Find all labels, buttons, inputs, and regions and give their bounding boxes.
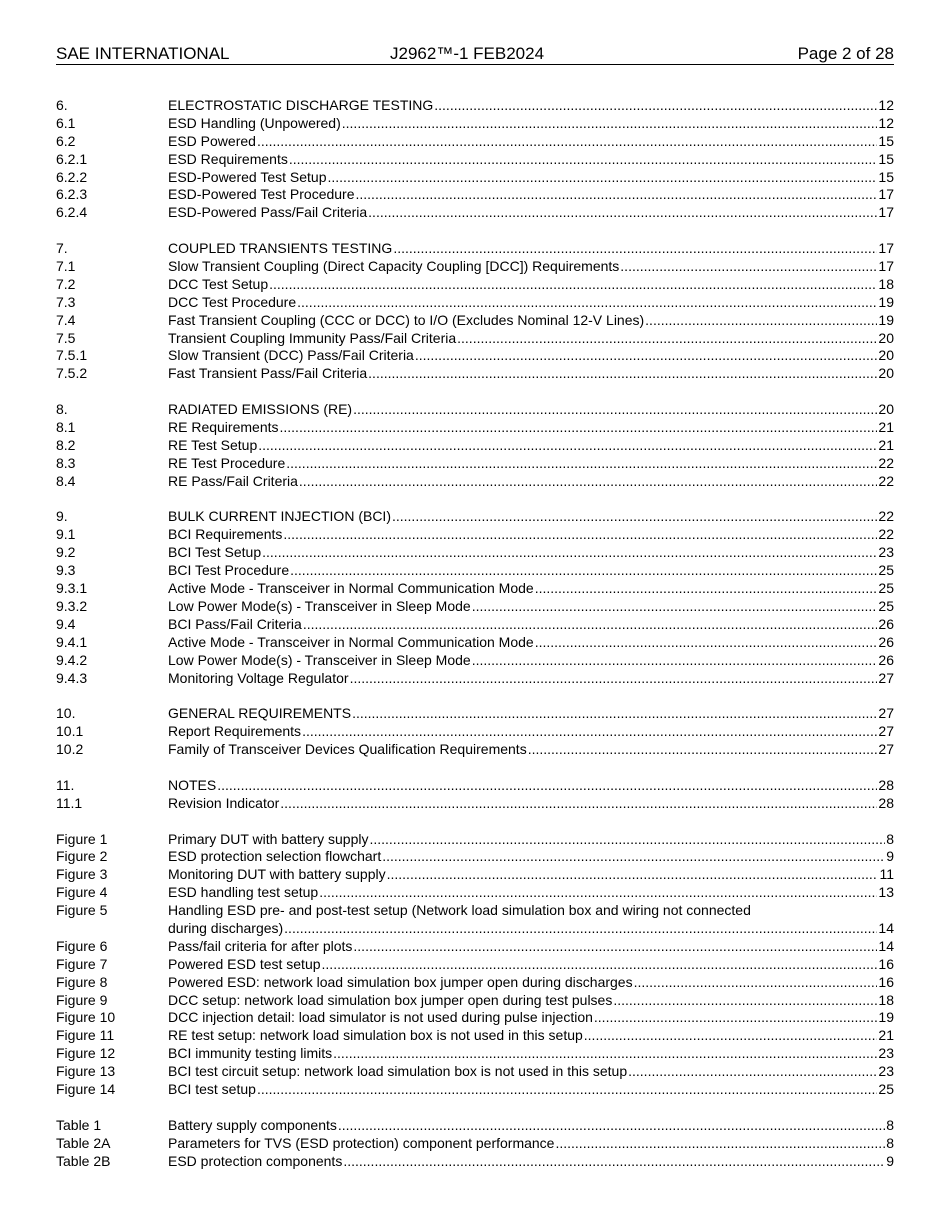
toc-entry[interactable] [56,634,894,652]
toc-dot-leader [322,956,878,974]
toc-entry-title: Active Mode - Transceiver in Normal Communication Mode [168,580,534,597]
toc-entry-title: Slow Transient Coupling (Direct Capacity Coupling [DCC]) Requirements [168,258,620,275]
toc-entry-page: 17 [878,258,894,275]
toc-entry-number: 9.4.1 [56,633,88,650]
toc-dot-leader [280,795,877,813]
toc-dot-leader [472,652,878,670]
toc-dot-leader [356,186,878,204]
toc-dot-leader [319,884,877,902]
toc-entry-title: Powered ESD: network load simulation box jumper open during discharges [168,973,633,990]
toc-entry[interactable] [56,848,894,866]
toc-entry-page: 15 [878,168,894,185]
toc-entry[interactable] [56,705,894,723]
toc-entry-title: BULK CURRENT INJECTION (BCI) [168,508,391,525]
toc-dot-leader [257,1081,877,1099]
toc-entry-title: DCC Test Procedure [168,293,297,310]
toc-entry-number: 7.1 [56,258,76,275]
toc-entry-number: 9.3.2 [56,597,88,614]
toc-dot-leader [338,1117,885,1135]
toc-entry[interactable] [56,1081,894,1099]
page-header [56,44,894,65]
toc-entry-number: 7. [56,240,68,257]
toc-entry-page: 12 [878,114,894,131]
toc-entry-page: 21 [878,419,894,436]
toc-dot-leader [628,1063,877,1081]
toc-dot-leader [392,508,877,526]
toc-group-spacer [56,222,894,240]
toc-entry-title: RADIATED EMISSIONS (RE) [168,401,353,418]
toc-dot-leader [350,670,878,688]
toc-entry-title: BCI Pass/Fail Criteria [168,615,302,632]
toc-entry[interactable] [56,347,894,365]
toc-entry-page: 19 [878,293,894,310]
toc-entry[interactable] [56,204,894,222]
toc-entry-title: Revision Indicator [168,794,280,811]
toc-entry[interactable] [56,544,894,562]
toc-entry[interactable] [56,795,894,813]
toc-entry-title: Low Power Mode(s) - Transceiver in Sleep Mode [168,597,471,614]
toc-entry-number: 7.4 [56,311,76,328]
toc-entry-title: DCC setup: network load simulation box jumper open during test pulses [168,991,613,1008]
toc-entry[interactable] [56,992,894,1010]
toc-entry-number: 10.1 [56,723,84,740]
toc-dot-leader [369,831,885,849]
toc-entry-title: ESD Powered [168,132,256,149]
toc-dot-leader [353,401,877,419]
toc-entry-page: 22 [878,526,894,543]
toc-entry-page: 20 [878,329,894,346]
toc-entry[interactable] [56,1117,894,1135]
toc-entry-title: Powered ESD test setup [168,955,321,972]
toc-entry-number: 6.2.1 [56,150,88,167]
toc-entry-number: 9.2 [56,544,76,561]
toc-entry-page: 22 [878,508,894,525]
toc-entry[interactable] [56,365,894,383]
toc-entry-page: 16 [878,973,894,990]
toc-entry-title: RE Test Procedure [168,454,286,471]
toc-entry[interactable] [56,455,894,473]
toc-group-spacer [56,687,894,705]
toc-entry-page: 27 [878,705,894,722]
toc-entry-page: 15 [878,132,894,149]
toc-entry[interactable] [56,186,894,204]
toc-entry-title: GENERAL REQUIREMENTS [168,705,352,722]
toc-entry-title: Monitoring DUT with battery supply [168,866,386,883]
toc-dot-leader [594,1009,878,1027]
toc-entry-page: 18 [878,991,894,1008]
toc-dot-leader [368,204,877,222]
toc-dot-leader [393,240,877,258]
toc-entry-number: Figure 6 [56,937,108,954]
toc-entry-title: RE Requirements [168,419,279,436]
toc-entry[interactable] [56,1135,894,1153]
toc-entry-number: Figure 8 [56,973,108,990]
toc-entry-title: Parameters for TVS (ESD protection) component performance [168,1134,555,1151]
toc-entry[interactable] [56,1045,894,1063]
toc-entry[interactable] [56,956,894,974]
toc-dot-leader [434,97,877,115]
toc-entry[interactable] [56,598,894,616]
toc-entry-number: Figure 14 [56,1080,116,1097]
toc-entry-page: 21 [878,436,894,453]
toc-entry-page: 17 [878,186,894,203]
toc-entry-page: 23 [878,544,894,561]
toc-entry-number: 6.2.4 [56,204,88,221]
toc-entry[interactable] [56,133,894,151]
toc-entry-number: 11.1 [56,794,83,811]
toc-entry-page: 14 [878,919,894,936]
toc-entry-page: 8 [886,1116,894,1133]
toc-entry-number: 10.2 [56,741,84,758]
toc-dot-leader [297,294,877,312]
toc-entry-number: 7.5 [56,329,76,346]
toc-dot-leader [457,330,877,348]
toc-entry-page: 27 [878,669,894,686]
toc-entry-title: Slow Transient (DCC) Pass/Fail Criteria [168,347,414,364]
toc-dot-leader [302,723,877,741]
toc-entry-title: ESD Requirements [168,150,288,167]
toc-dot-leader [382,848,885,866]
toc-entry[interactable] [56,419,894,437]
toc-entry[interactable] [56,1063,894,1081]
toc-entry-title: BCI test circuit setup: network load simulation box is not used in this setup [168,1063,628,1080]
toc-entry-title: NOTES [168,776,217,793]
toc-entry-title: Transient Coupling Immunity Pass/Fail Criteria [168,329,457,346]
toc-group-spacer [56,1099,894,1117]
toc-entry[interactable] [56,884,894,902]
toc-entry-number: 11. [56,776,75,793]
toc-entry-number: 6.1 [56,114,76,131]
toc-entry-title: ESD-Powered Test Procedure [168,186,355,203]
toc-entry[interactable] [56,1153,894,1171]
toc-entry-page: 20 [878,365,894,382]
toc-entry[interactable] [56,562,894,580]
toc-entry-title: BCI immunity testing limits [168,1045,333,1062]
toc-dot-leader [584,1027,878,1045]
toc-dot-leader [342,115,878,133]
toc-entry-number: 6. [56,97,68,113]
toc-entry[interactable] [56,866,894,884]
toc-entry-title: RE Pass/Fail Criteria [168,472,298,489]
toc-entry[interactable] [56,240,894,258]
toc-dot-leader [299,473,878,491]
toc-entry-page: 23 [878,1045,894,1062]
toc-entry-title: ESD-Powered Test Setup [168,168,327,185]
toc-entry-page: 25 [878,597,894,614]
toc-entry-page: 23 [878,1063,894,1080]
toc-entry-title: BCI test setup [168,1080,256,1097]
toc-entry-page: 22 [878,454,894,471]
toc-entry[interactable] [56,97,894,115]
toc-entry-page: 20 [878,401,894,418]
toc-entry-page: 25 [878,580,894,597]
toc-entry[interactable] [56,652,894,670]
toc-entry-number: Table 2A [56,1134,111,1151]
toc-dot-leader [286,455,877,473]
toc-entry[interactable] [56,902,894,920]
toc-entry-continuation[interactable] [56,920,894,938]
toc-entry-title: ESD-Powered Pass/Fail Criteria [168,204,368,221]
toc-entry-title: Monitoring Voltage Regulator [168,669,349,686]
toc-entry[interactable] [56,741,894,759]
toc-dot-leader [303,616,878,634]
toc-entry-number: Figure 9 [56,991,108,1008]
toc-entry-page: 25 [878,1080,894,1097]
toc-dot-leader [472,598,878,616]
toc-entry-number: Table 2B [56,1152,111,1169]
toc-entry[interactable] [56,294,894,312]
toc-dot-leader [645,312,877,330]
toc-dot-leader [353,938,877,956]
toc-entry-title: COUPLED TRANSIENTS TESTING [168,240,393,257]
toc-entry-page: 21 [878,1027,894,1044]
toc-dot-leader [328,169,878,187]
toc-entry-number: 9.4.3 [56,669,88,686]
toc-entry-page: 18 [878,275,894,292]
toc-dot-leader [634,974,878,992]
toc-entry-number: Figure 11 [56,1027,115,1044]
toc-entry-number: 8. [56,401,68,418]
toc-entry[interactable] [56,831,894,849]
toc-entry-page: 11 [879,866,894,883]
toc-entry-number: 10. [56,705,76,722]
toc-entry-page: 19 [878,1009,894,1026]
toc-entry[interactable] [56,723,894,741]
toc-entry-number: 9.3.1 [56,580,88,597]
toc-entry[interactable] [56,401,894,419]
toc-entry-title-continued: during discharges) [168,919,284,936]
toc-dot-leader [284,920,877,938]
toc-entry[interactable] [56,526,894,544]
toc-dot-leader [290,562,877,580]
toc-entry-page: 17 [878,240,894,257]
toc-entry-number: 8.1 [56,419,76,436]
toc-entry-title: BCI Test Setup [168,544,262,561]
toc-entry-number: 6.2 [56,132,76,149]
toc-entry-title: DCC injection detail: load simulator is not used during pulse injection [168,1009,593,1026]
toc-entry-page: 27 [878,723,894,740]
toc-entry[interactable] [56,169,894,187]
toc-group-spacer [56,759,894,777]
toc-entry-page: 15 [878,150,894,167]
toc-entry-number: 7.3 [56,293,76,310]
toc-entry[interactable] [56,777,894,795]
toc-entry-page: 9 [886,1152,894,1169]
toc-group-spacer [56,813,894,831]
toc-entry-page: 16 [878,955,894,972]
toc-dot-leader [535,580,878,598]
toc-entry-number: 8.4 [56,472,76,489]
toc-entry-title: Pass/fail criteria for after plots [168,937,353,954]
toc-dot-leader [333,1045,877,1063]
toc-entry-number: Table 1 [56,1116,102,1133]
toc-entry-number: 9.1 [56,526,76,543]
toc-entry-page: 12 [878,97,894,113]
page-number: Page 2 of 28 [797,44,894,63]
toc-dot-leader [368,365,877,383]
toc-entry-number: Figure 7 [56,955,108,972]
toc-entry-page: 8 [886,830,894,847]
toc-entry[interactable] [56,670,894,688]
toc-group-spacer [56,383,894,401]
toc-entry-title: Fast Transient Coupling (CCC or DCC) to I/O (Excludes Nominal 12-V Lines) [168,311,645,328]
toc-dot-leader [620,258,877,276]
toc-entry-title: Active Mode - Transceiver in Normal Communication Mode [168,633,534,650]
document-id: J2962™-1 FEB2024 [390,44,545,63]
table-of-contents [56,97,894,1170]
toc-entry-page: 25 [878,562,894,579]
toc-entry-number: 7.2 [56,275,76,292]
toc-entry[interactable] [56,580,894,598]
toc-entry[interactable] [56,974,894,992]
toc-entry[interactable] [56,473,894,491]
toc-entry-title: Family of Transceiver Devices Qualification Requirements [168,741,527,758]
toc-entry-page: 8 [886,1134,894,1151]
toc-entry-number: 6.2.2 [56,168,88,185]
toc-entry-number: Figure 1 [56,830,108,847]
toc-dot-leader [352,705,877,723]
toc-entry[interactable] [56,151,894,169]
toc-dot-leader [343,1153,885,1171]
toc-entry-page: 14 [878,937,894,954]
toc-entry-page: 27 [878,741,894,758]
toc-entry-title: Report Requirements [168,723,302,740]
toc-dot-leader [283,526,877,544]
toc-dot-leader [415,347,878,365]
toc-entry[interactable] [56,938,894,956]
toc-entry-title: Battery supply components [168,1116,337,1133]
toc-entry[interactable] [56,508,894,526]
toc-entry-page: 28 [878,776,894,793]
toc-entry-number: 7.5.1 [56,347,88,364]
toc-dot-leader [217,777,877,795]
toc-entry-page: 19 [878,311,894,328]
toc-dot-leader [555,1135,885,1153]
toc-entry-page: 17 [878,204,894,221]
toc-entry-number: 9.4 [56,615,76,632]
toc-entry[interactable] [56,1027,894,1045]
toc-entry-title: ELECTROSTATIC DISCHARGE TESTING [168,97,434,113]
toc-entry[interactable] [56,1009,894,1027]
toc-entry-page: 22 [878,472,894,489]
toc-entry-number: 9. [56,508,68,525]
toc-entry[interactable] [56,276,894,294]
toc-entry-number: Figure 10 [56,1009,116,1026]
toc-dot-leader [280,419,878,437]
toc-entry-number: Figure 4 [56,884,108,901]
toc-entry-title: Fast Transient Pass/Fail Criteria [168,365,368,382]
toc-entry-page: 13 [878,884,894,901]
toc-entry-number: 8.3 [56,454,76,471]
toc-entry[interactable] [56,115,894,133]
toc-entry-title: Low Power Mode(s) - Transceiver in Sleep Mode [168,651,471,668]
toc-dot-leader [528,741,878,759]
toc-entry[interactable] [56,437,894,455]
toc-dot-leader [535,634,878,652]
toc-entry-page: 9 [886,848,894,865]
toc-dot-leader [258,437,877,455]
toc-entry-title: ESD Handling (Unpowered) [168,114,341,131]
toc-entry-number: 9.3 [56,562,76,579]
toc-entry-title: Primary DUT with battery supply [168,830,369,847]
toc-entry-title: ESD handling test setup [168,884,319,901]
toc-entry-title: DCC Test Setup [168,275,269,292]
toc-entry-title: RE Test Setup [168,436,258,453]
toc-entry-page: 26 [878,633,894,650]
toc-entry-title: ESD protection selection flowchart [168,848,382,865]
toc-entry-page: 28 [878,794,894,811]
toc-entry[interactable] [56,616,894,634]
toc-entry-number: Figure 3 [56,866,108,883]
toc-entry-number: 9.4.2 [56,651,88,668]
toc-entry-page: 26 [878,615,894,632]
toc-entry-title: Handling ESD pre- and post-test setup (Network load simulation box and wiring not connected [168,902,751,919]
toc-entry[interactable] [56,330,894,348]
toc-entry-number: Figure 12 [56,1045,116,1062]
toc-entry-number: Figure 2 [56,848,108,865]
toc-entry-title: RE test setup: network load simulation box is not used in this setup [168,1027,583,1044]
toc-entry-number: 6.2.3 [56,186,88,203]
toc-entry-number: Figure 5 [56,902,108,919]
toc-entry-title: ESD protection components [168,1152,343,1169]
toc-dot-leader [262,544,877,562]
toc-entry-number: Figure 13 [56,1063,116,1080]
publisher-name: SAE INTERNATIONAL [56,44,230,63]
toc-dot-leader [269,276,877,294]
toc-dot-leader [387,866,879,884]
toc-entry-title: BCI Requirements [168,526,283,543]
toc-entry[interactable] [56,312,894,330]
toc-entry-page: 26 [878,651,894,668]
toc-entry[interactable] [56,258,894,276]
toc-entry-page: 20 [878,347,894,364]
toc-group-spacer [56,491,894,509]
toc-dot-leader [289,151,878,169]
toc-entry-number: 7.5.2 [56,365,88,382]
toc-entry-number: 8.2 [56,436,76,453]
toc-entry-title: BCI Test Procedure [168,562,290,579]
toc-dot-leader [257,133,877,151]
toc-dot-leader [613,992,877,1010]
